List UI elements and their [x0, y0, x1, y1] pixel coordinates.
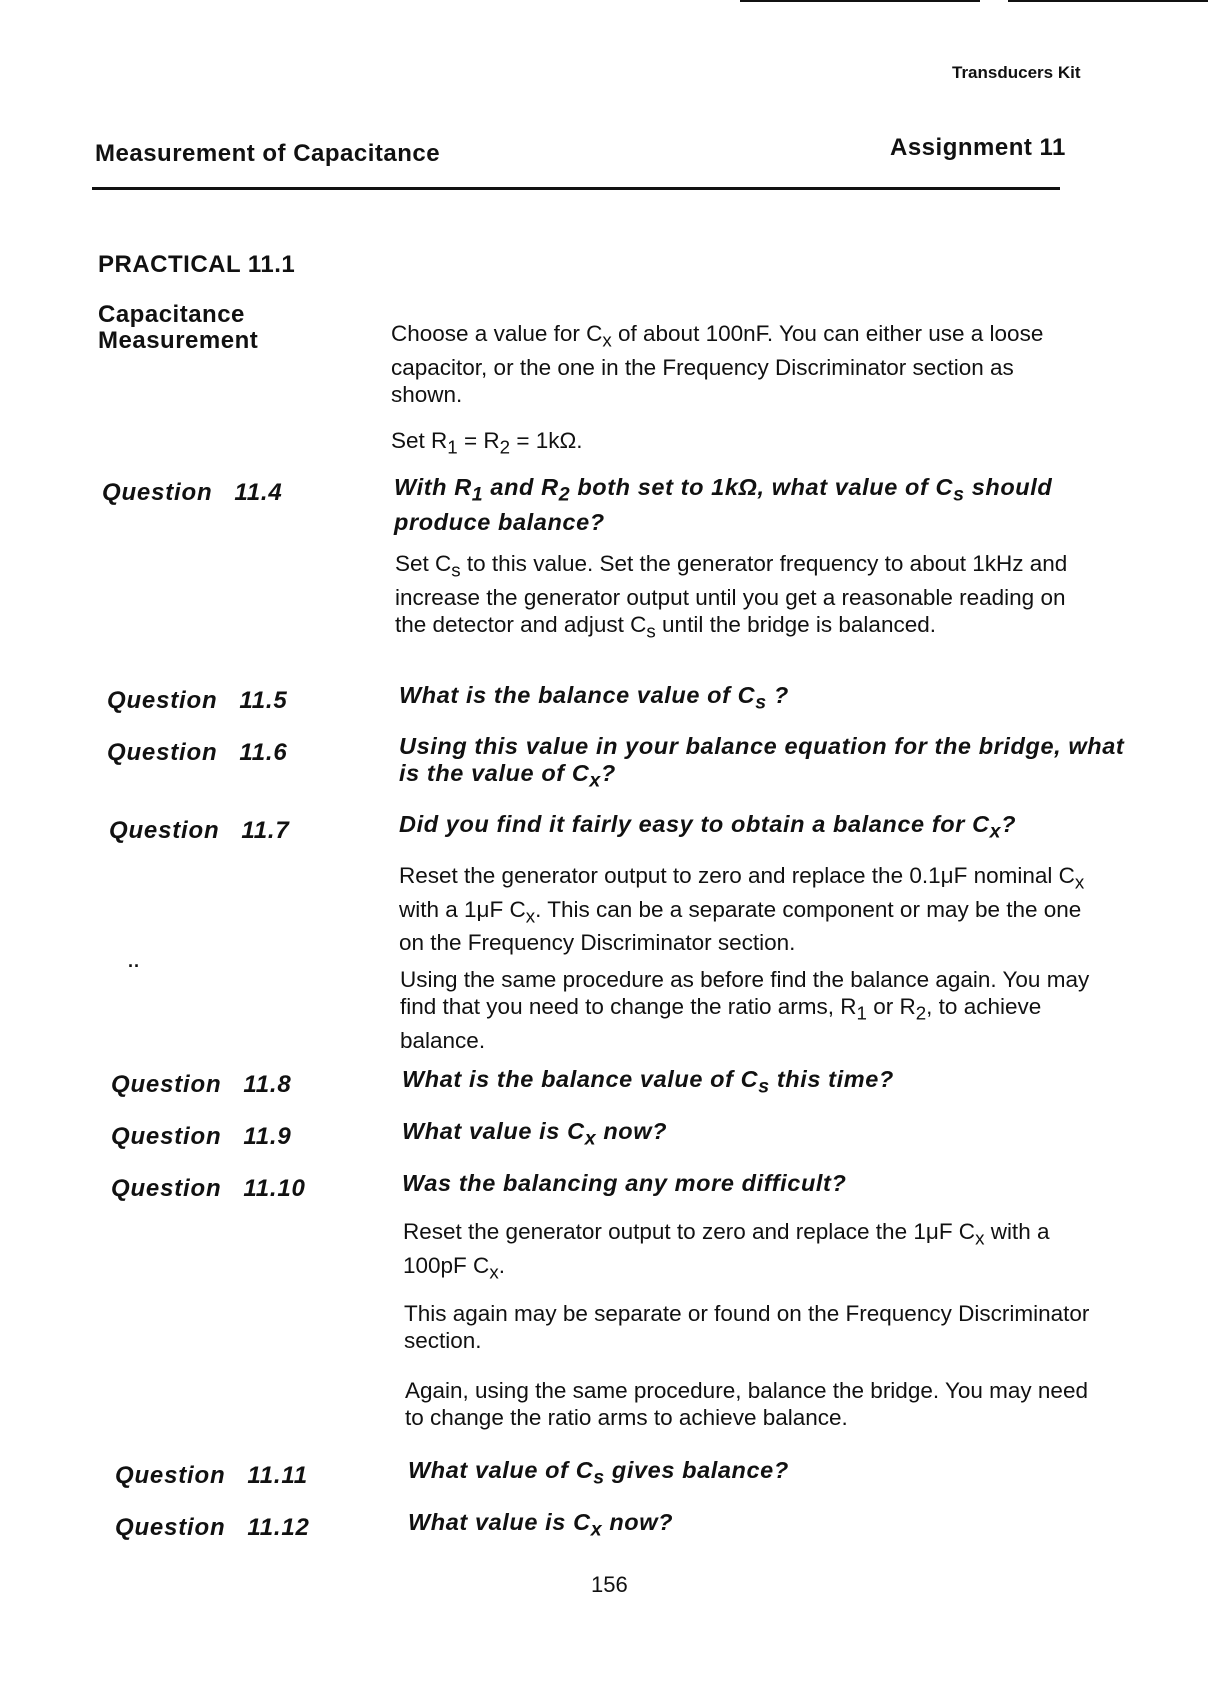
paragraph-set-cs: Set $C_s$ to this value. Set the generator frequency to about 1kHz and increase the generator output until you get a reasonable reading on the detector and adjust $C_s$ until the bridge is balanced. — [395, 551, 1068, 641]
top-edge-line-right — [1008, 0, 1208, 2]
page-number: 156 — [591, 1572, 628, 1597]
paragraph-same-procedure: Using the same procedure as before find the balance again. You may find that you need to change the ratio arms, $R_1$ or $R_2$, to achieve balance. — [400, 967, 1090, 1053]
paragraph-choose-cx: Choose a value for $C_x$ of about 100nF. You can either use a loose capacitor, or the one in the Frequency Discriminator section as shown. — [391, 321, 1044, 407]
scan-mark: ·· — [128, 956, 140, 976]
question-text-11-12: What value is $C_x$ now? — [408, 1509, 674, 1541]
page-title: Measurement of Capacitance — [95, 140, 441, 167]
question-label-11-9: Question 11.9 — [111, 1123, 292, 1150]
question-text-11-11: What value of $C_s$ gives balance? — [408, 1457, 789, 1489]
paragraph-set-r: Set $R_1 = R_2 = 1k\Omega$. — [391, 428, 583, 458]
paragraph-reset-1uf: Reset the generator output to zero and replace the 0.1μF nominal $C_x$ with a 1μF $C_x$. This can be a separate component or may be the one on the Frequency Discriminator section. — [399, 863, 1085, 955]
section-heading-line1: Capacitance — [98, 301, 245, 328]
question-text-11-6: Using this value in your balance equation for the bridge, what is the value of $C_x$? — [399, 733, 1125, 792]
question-text-11-10: Was the balancing any more difficult? — [402, 1170, 847, 1196]
question-label-11-10: Question 11.10 — [111, 1175, 306, 1202]
question-label-11-4: Question 11.4 — [102, 479, 283, 506]
top-edge-line — [740, 0, 980, 2]
question-label-11-8: Question 11.8 — [111, 1071, 292, 1098]
paragraph-balance-again: Again, using the same procedure, balance the bridge. You may need to change the ratio arms to achieve balance. — [405, 1378, 1088, 1430]
question-text-11-5: What is the balance value of $C_s$ ? — [399, 682, 789, 714]
assignment-label: Assignment 11 — [890, 134, 1066, 161]
question-label-11-5: Question 11.5 — [107, 687, 288, 714]
question-label-11-6: Question 11.6 — [107, 739, 288, 766]
question-text-11-9: What value is $C_x$ now? — [402, 1118, 668, 1150]
paragraph-reset-100pf: Reset the generator output to zero and replace the 1μF $C_x$ with a 100pF $C_x$. — [403, 1219, 1050, 1282]
question-label-11-12: Question 11.12 — [115, 1514, 310, 1541]
question-text-11-4: With $R_1$ and $R_2$ both set to 1kΩ, what value of $C_s$ should produce balance? — [394, 474, 1053, 535]
header-rule — [92, 187, 1060, 190]
practical-heading: PRACTICAL 11.1 — [98, 251, 296, 278]
kit-name: Transducers Kit — [952, 63, 1081, 82]
question-text-11-7: Did you find it fairly easy to obtain a balance for $C_x$? — [399, 811, 1017, 843]
section-heading-line2: Measurement — [98, 327, 259, 354]
paragraph-separate: This again may be separate or found on the Frequency Discriminator section. — [404, 1301, 1090, 1353]
question-label-11-11: Question 11.11 — [115, 1462, 308, 1489]
section-heading — [98, 302, 258, 354]
question-label-11-7: Question 11.7 — [109, 817, 290, 844]
question-text-11-8: What is the balance value of $C_s$ this time? — [402, 1066, 894, 1098]
